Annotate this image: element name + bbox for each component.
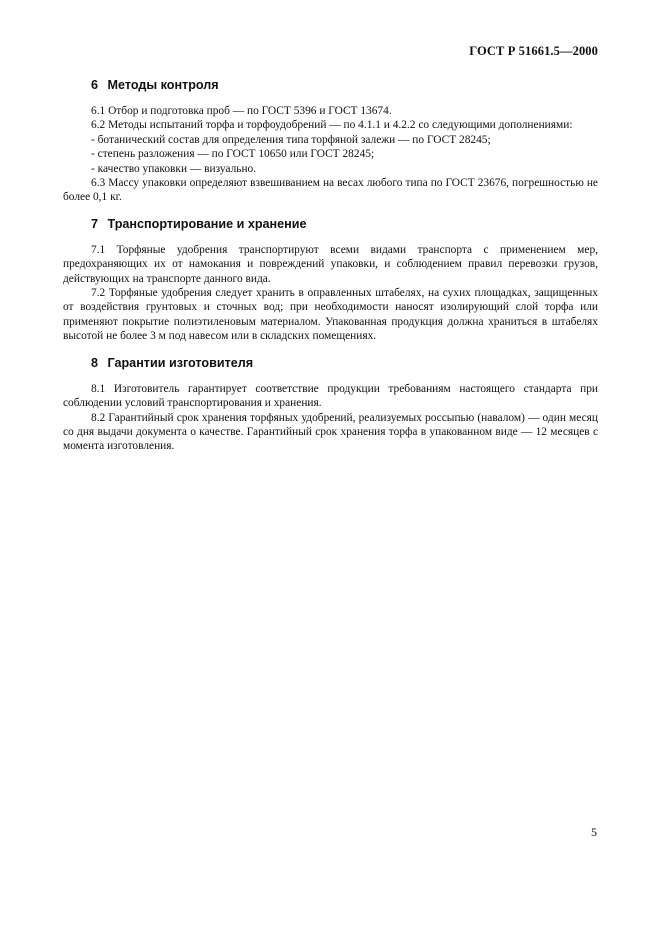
section-6 (63, 78, 598, 205)
section-title: Методы контроля (107, 78, 219, 92)
paragraph-7-1: 7.1 Торфяные удобрения транспортируют всеми видами транспорта с применением мер, предохраняющих их от намокания и повреждений упаковки, и соблюдением правил перевозки грузов, действующих на транспорте данного вида. (63, 243, 598, 285)
section-7 (63, 217, 598, 344)
list-item: - качество упаковки — визуально. (91, 162, 257, 175)
section-number: 6 (91, 78, 99, 92)
document-body (63, 78, 598, 466)
paragraph-6-2: 6.2 Методы испытаний торфа и торфоудобрений — по 4.1.1 и 4.2.2 со следующими дополнениями: (91, 119, 573, 132)
page-number: 5 (591, 825, 597, 839)
list-item: - степень разложения — по ГОСТ 10650 или ГОСТ 28245; (91, 148, 375, 161)
standard-code: ГОСТ Р 51661.5—2000 (469, 44, 598, 58)
paragraph-6-3: 6.3 Массу упаковки определяют взвешиванием на весах любого типа по ГОСТ 23676, погрешностью не более 0,1 кг. (63, 177, 598, 204)
paragraph-8-1: 8.1 Изготовитель гарантирует соответствие продукции требованиям настоящего стандарта при соблюдении условий транспортирования и хранения. (63, 382, 598, 410)
section-number: 8 (91, 355, 99, 370)
section-title: Гарантии изготовителя (107, 355, 254, 370)
section-heading (91, 78, 598, 93)
list-item: - ботанический состав для определения типа торфяной залежи — по ГОСТ 28245; (91, 133, 491, 146)
section-heading (91, 356, 598, 371)
section-number: 7 (91, 216, 99, 231)
paragraph-8-2: 8.2 Гарантийный срок хранения торфяных удобрений, реализуемых россыпью (навалом) — один месяц со дня выдачи документа о качестве. Гарантийный срок хранения торфа в упакованном виде — 12 месяцев с момента изготовления. (63, 411, 598, 453)
section-8 (63, 356, 598, 454)
section-title: Транспортирование и хранение (107, 216, 307, 231)
paragraph-6-1: 6.1 Отбор и подготовка проб — по ГОСТ 5396 и ГОСТ 13674. (91, 105, 392, 117)
paragraph-7-2: 7.2 Торфяные удобрения следует хранить в оправленных штабелях, на сухих площадках, защищенных от воздействия грунтовых и сточных вод; при необходимости наносят изолирующий слой торфа или применяют покрытие полиэтиленовым материалом. Упакованная продукция должна храниться в штабелях высотой не более 3 м под навесом или в складских помещениях. (63, 287, 598, 343)
section-heading (91, 217, 598, 232)
